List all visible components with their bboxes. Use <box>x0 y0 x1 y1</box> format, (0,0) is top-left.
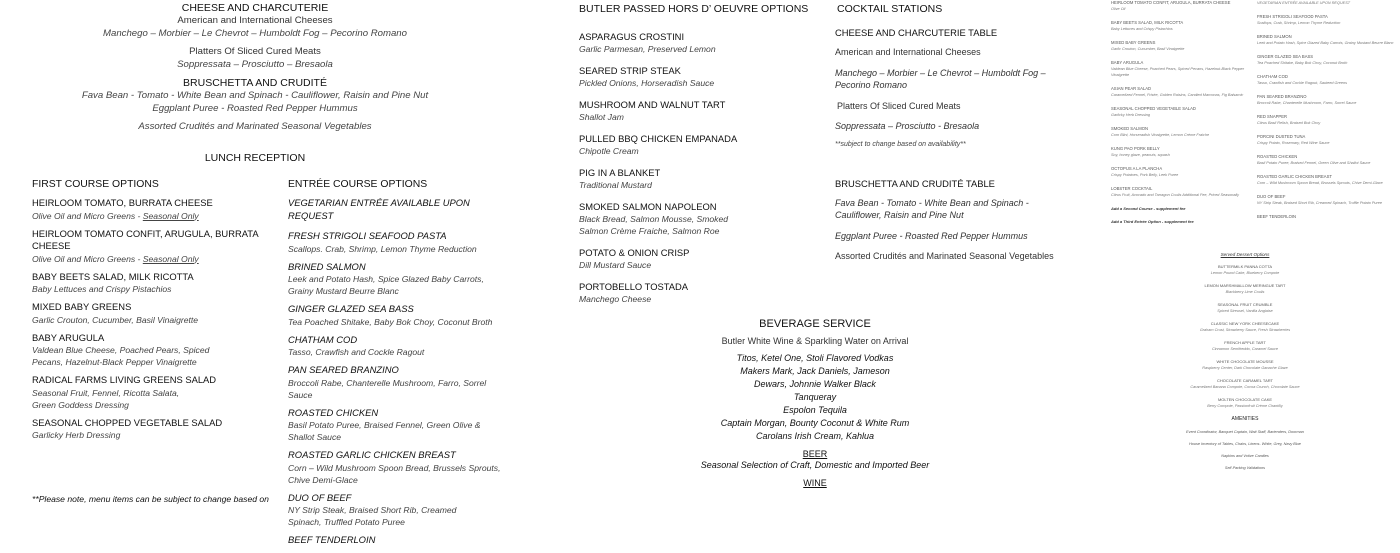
cheese-charcuterie-block <box>0 2 510 164</box>
menu-page-lunch-reception <box>0 0 560 545</box>
menu-item <box>288 449 503 486</box>
menu-item <box>32 417 262 442</box>
menu-item <box>1257 94 1397 106</box>
meats-title: Platters Of Sliced Cured Meats <box>189 46 321 57</box>
first-course-title: FIRST COURSE OPTIONS <box>32 179 159 190</box>
item-name: RADICAL FARMS LIVING GREENS SALAD <box>32 374 217 385</box>
item-desc: Scallops. Crab, Shrimp, Lemon Thyme Reduction <box>288 243 477 254</box>
menu-item <box>1257 74 1397 86</box>
item-name: DUO OF BEEF <box>1257 194 1286 199</box>
beer-title: BEER <box>802 449 828 459</box>
menu-page-cocktail-stations <box>825 0 1075 500</box>
menu-item <box>579 99 809 123</box>
menu-item <box>1111 60 1251 78</box>
item-desc: Basil Potato Puree, Braised Fennel, Green Olive & Shallot Sauce <box>288 420 481 442</box>
item-desc: Crispy Potatoes, Pork Belly, Leek Puree <box>1111 173 1179 177</box>
menu-item <box>288 534 503 547</box>
spirit-line: Makers Mark, Jack Daniels, Jameson <box>740 366 890 376</box>
item-name: LOBSTER COCKTAIL <box>1111 186 1153 191</box>
item-name: ASPARAGUS CROSTINI <box>579 31 685 42</box>
supplement-note: Add a Third Entrée Option - supplement fee <box>1111 219 1194 224</box>
menu-item <box>579 201 809 237</box>
amenities-title: AMENITIES <box>1231 416 1259 422</box>
spirit-line: Titos, Ketel One, Stoli Flavored Vodkas <box>736 353 894 363</box>
dessert-item <box>1160 302 1330 314</box>
menu-item <box>288 230 503 255</box>
item-name: MUSHROOM AND WALNUT TART <box>579 99 726 110</box>
item-desc: Blackberry Lime Coulis <box>1225 290 1265 294</box>
item-desc: Seasonal Fruit, Fennel, Ricotta Salata, Green Goddess Dressing <box>32 387 180 410</box>
beverage-title: BEVERAGE SERVICE <box>759 318 871 330</box>
menu-item <box>1111 0 1251 12</box>
item-name: BABY BEETS SALAD, MILK RICOTTA <box>32 270 194 282</box>
item-desc: Citrus Basil Relish, Braised Bok Choy <box>1257 121 1321 125</box>
item-desc: Soy, honey glaze, peanuts, squash <box>1111 153 1170 157</box>
menu-item <box>1257 34 1397 46</box>
dessert-item <box>1160 397 1330 409</box>
item-desc: Chipotle Cream <box>579 146 639 156</box>
item-desc: NY Strip Steak, Braised Short Rib, Creamed Spinach, Truffled Potato Puree <box>288 505 457 527</box>
item-desc: Broccoli Rabe, Chanterelle Mushroom, Farro, Sorrel Sauce <box>1257 101 1357 105</box>
menu-item <box>32 197 262 222</box>
menu-item <box>1111 186 1251 198</box>
item-name: HEIRLOOM TOMATO CONFIT, ARUGULA, BURRATA CHEESE <box>32 227 259 251</box>
station-line: Manchego – Morbier – Le Chevrot – Humboldt Fog – Pecorino Romano <box>835 67 1046 90</box>
thumbnail-left-column <box>1111 0 1251 232</box>
item-desc: Lemon Pound Cake, Blueberry Compote <box>1210 271 1280 275</box>
item-desc: Corn – Wild Mushroom Spoon Bread, Brussels Sprouts, Chive Demi-Glace <box>288 462 501 485</box>
station-title: BRUSCHETTA AND CRUDITÉ TABLE <box>835 177 995 189</box>
item-name: WHITE CHOCOLATE MOUSSE <box>1216 359 1274 364</box>
item-name: CHATHAM COD <box>1257 74 1288 79</box>
item-name: BABY BEETS SALAD, MILK RICOTTA <box>1111 20 1184 25</box>
menu-item <box>579 65 809 89</box>
menu-item <box>1111 40 1251 52</box>
spirit-line: Espolon Tequila <box>783 405 847 415</box>
item-name: KUNG PAO PORK BELLY <box>1111 146 1160 151</box>
hors-doeuvres-list <box>579 31 809 315</box>
desserts-title: Served Dessert Options <box>1220 252 1270 257</box>
lunch-reception-title: LUNCH RECEPTION <box>204 152 306 164</box>
item-desc: Garlic Parmesan, Preserved Lemon <box>579 44 716 54</box>
menu-item <box>1257 134 1397 146</box>
cheese-subtitle: American and International Cheeses <box>177 15 333 26</box>
item-name: SEASONAL CHOPPED VEGETABLE SALAD <box>1111 106 1196 111</box>
item-name: ROASTED GARLIC CHICKEN BREAST <box>288 449 456 460</box>
menu-item <box>1257 214 1397 220</box>
item-desc: Pickled Onions, Horseradish Sauce <box>579 78 715 88</box>
item-name: PAN SEARED BRANZINO <box>288 364 399 375</box>
section-title: BRUSCHETTA AND CRUDITÉ <box>183 77 327 89</box>
supplement-note: Add a Second Course - supplement fee <box>1111 206 1186 211</box>
menu-item <box>32 301 262 326</box>
item-name: BEEF TENDERLOIN <box>288 534 376 545</box>
item-name: PORTOBELLO TOSTADA <box>579 281 689 292</box>
item-name: PORCINI DUSTED TUNA <box>1257 134 1306 139</box>
dessert-item <box>1160 340 1330 352</box>
menu-item <box>288 303 503 328</box>
station-line: Platters Of Sliced Cured Meats <box>837 100 961 111</box>
item-name: MIXED BABY GREENS <box>32 301 132 312</box>
dessert-item <box>1160 264 1330 276</box>
menu-item <box>32 271 262 296</box>
item-name: PIG IN A BLANKET <box>579 167 661 178</box>
vegetarian-note: VEGETARIAN ENTRÉE AVAILABLE UPON REQUEST <box>288 197 470 221</box>
station-line: Soppressata – Prosciutto - Bresaola <box>835 121 980 131</box>
seasonal-note: Seasonal Only <box>142 253 199 264</box>
wine-title: WINE <box>803 478 827 488</box>
dessert-item <box>1160 378 1330 390</box>
menu-item <box>1257 194 1397 206</box>
item-name: CHOCOLATE CARAMEL TART <box>1216 378 1273 383</box>
item-name: PAN SEARED BRANZINO <box>1257 94 1307 99</box>
spirit-line: Dewars, Johnnie Walker Black <box>754 379 876 389</box>
menu-item <box>1111 166 1251 178</box>
menu-item <box>579 247 809 271</box>
dessert-item <box>1160 283 1330 295</box>
item-name: FRESH STRIGOLI SEAFOOD PASTA <box>288 230 447 241</box>
amenity-line: Event Coordinator, Banquet Captain, Wait Staff, Bartenders, Doorman <box>1186 430 1304 434</box>
section-title: CHEESE AND CHARCUTERIE <box>181 2 329 14</box>
item-name: VEGETARIAN ENTRÉE AVAILABLE UPON REQUEST <box>1257 1 1351 5</box>
item-desc: Valdean Blue Cheese, Poached Pears, Spiced Pecans, Hazelnut-Black Pepper Vinaigrette <box>32 345 210 367</box>
menu-item <box>288 492 478 529</box>
menu-item <box>1111 146 1251 158</box>
bruschetta-line: Fava Bean - Tomato - White Bean and Spinach - Cauliflower, Raisin and Pine Nut <box>81 90 429 101</box>
item-desc: Corn – Wild Mushroom Spoon Bread, Brussels Sprouts, Chive Demi-Glace <box>1257 181 1383 185</box>
dessert-options-block <box>1160 252 1330 477</box>
station-line: Eggplant Puree - Roasted Red Pepper Hummus <box>835 230 1028 241</box>
item-name: SEASONAL FRUIT CRUMBLE <box>1217 302 1273 307</box>
item-desc: Dill Mustard Sauce <box>579 260 652 270</box>
item-name: OCTOPUS A LA PLANCHA <box>1111 166 1163 171</box>
item-desc: Tasso, Crawfish and Cockle Ragout <box>288 347 425 357</box>
item-name: HEIRLOOM TOMATO CONFIT, ARUGULA, BURRATA CHEESE <box>1111 0 1231 5</box>
amenity-line: Self-Parking Validations <box>1224 466 1266 470</box>
item-desc: Graham Crust, Strawberry Sauce, Fresh Strawberries <box>1199 328 1291 332</box>
item-desc: NY Strip Steak, Braised Short Rib, Creamed Spinach, Truffle Potato Puree <box>1257 201 1383 205</box>
item-name: BRINED SALMON <box>1257 34 1292 39</box>
cheese-list: Manchego – Morbier – Le Chevrot – Humboldt Fog – Pecorino Romano <box>103 28 407 39</box>
item-name: ROASTED CHICKEN <box>1257 154 1298 159</box>
station-line: Fava Bean - Tomato - White Bean and Spinach - Cauliflower, Raisin and Pine Nut <box>835 197 1029 220</box>
menu-item <box>1257 14 1397 26</box>
item-desc: Olive Oil and Micro Greens - <box>32 210 143 221</box>
menu-item <box>288 261 503 298</box>
item-name: FRENCH APPLE TART <box>1224 340 1266 345</box>
bruschetta-line: Eggplant Puree - Roasted Red Pepper Hummus <box>152 103 358 114</box>
menu-item <box>579 31 809 55</box>
item-desc: Shallot Jam <box>579 112 624 122</box>
hors-doeuvres-title: BUTLER PASSED HORS D’ OEUVRE OPTIONS <box>579 3 809 15</box>
item-name: SEASONAL CHOPPED VEGETABLE SALAD <box>32 416 223 428</box>
station-title: CHEESE AND CHARCUTERIE TABLE <box>835 27 998 38</box>
menu-item <box>1111 106 1251 118</box>
item-desc: Olive Oil and Micro Greens - <box>32 253 143 264</box>
item-name: GINGER GLAZED SEA BASS <box>1257 54 1314 59</box>
item-desc: Tea Poached Shitake, Baby Bok Choy, Coconut Broth <box>288 316 493 327</box>
beer-desc: Seasonal Selection of Craft, Domestic and Imported Beer <box>700 460 930 470</box>
arrival-note: Butler White Wine & Sparkling Water on Arrival <box>721 336 909 346</box>
item-desc: Garlicky Herb Dressing <box>32 430 121 440</box>
footnote: **Please note, menu items can be subject to change based on <box>32 494 269 504</box>
item-desc: Basil Potato Puree, Braised Fennel, Green Olive and Shallot Sauce <box>1257 161 1371 165</box>
item-desc: Valdean Blue Cheese, Poached Pears, Spiced Pecans, Hazelnut-Black Pepper Vinaigrette <box>1111 67 1245 77</box>
item-desc: Tasso, Crawfish and Cockle Ragout, Sauteed Greens <box>1257 81 1347 85</box>
menu-item <box>1257 154 1397 166</box>
spirit-line: Carolans Irish Cream, Kahlua <box>755 431 875 441</box>
thumbnail-right-column <box>1257 0 1397 228</box>
item-desc: Scallops, Crab, Shrimp, Lemon Thyme Reduction <box>1257 21 1341 25</box>
amenity-line: Napkins and Votive Candles <box>1221 454 1269 458</box>
item-desc: Leek and Potato Hash, Spice Glazed Baby Carrots, Grainy Mustard Beurre Blanc <box>288 274 484 296</box>
item-name: FRESH STRIGOLI SEAFOOD PASTA <box>1257 14 1328 19</box>
item-name: SMOKED SALMON NAPOLEON <box>579 201 717 212</box>
station-line: American and International Cheeses <box>835 47 981 57</box>
item-desc: Crispy Potato, Rosemary, Red Wine Sauce <box>1257 141 1330 145</box>
item-name: ROASTED CHICKEN <box>288 406 379 418</box>
menu-item <box>1111 126 1251 138</box>
item-desc: Baby Lettuces and Crispy Pistachios <box>32 284 172 294</box>
item-desc: Tea Poached Shitake, Baby Bok Choy, Coconut Broth <box>1257 61 1348 65</box>
entree-course-column <box>288 179 503 553</box>
spirit-line: Captain Morgan, Bounty Coconut & White Rum <box>720 418 910 428</box>
menu-item <box>1111 86 1251 98</box>
amenity-line: House Inventory of Tables, Chairs, Linens- White, Grey, Navy Blue <box>1189 442 1301 446</box>
menu-item <box>1111 20 1251 32</box>
bruschetta-line: Assorted Crudités and Marinated Seasonal Vegetables <box>138 121 372 132</box>
item-desc: Raspberry Center, Dark Chocolate Ganache Glaze <box>1202 366 1288 370</box>
item-name: LEMON MARSHMALLOW MERINGUE TART <box>1204 283 1286 288</box>
menu-item <box>288 334 503 359</box>
item-desc: Olive Oil <box>1111 7 1126 11</box>
item-name: BABY ARUGULA <box>32 331 105 343</box>
item-name: DUO OF BEEF <box>288 491 352 503</box>
item-desc: Garlicky Herb Dressing <box>1111 113 1151 117</box>
item-desc: Spiced Streusel, Vanilla Anglaise <box>1217 309 1273 313</box>
item-name: CLASSIC NEW YORK CHEESECAKE <box>1210 321 1280 326</box>
menu-item <box>32 332 227 369</box>
first-course-column <box>32 179 262 447</box>
menu-item <box>579 167 809 191</box>
station-line: Assorted Crudités and Marinated Seasonal Vegetables <box>835 251 1054 261</box>
item-name: ASIAN PEAR SALAD <box>1111 86 1152 91</box>
menu-page-thumbnail <box>1105 0 1395 500</box>
menu-item <box>1257 0 1397 6</box>
item-desc: Citrus Fruit, Avocado and Tarragon Coulis Additional Fee, Priced Seasonally <box>1111 193 1240 197</box>
item-desc: Caramelized Banana Compote, Cocoa Crunch, Chocolate Sauce <box>1190 385 1300 389</box>
item-desc: Berry Compote, Passionfruit Crème Chantilly <box>1207 404 1283 408</box>
item-name: GINGER GLAZED SEA BASS <box>288 303 414 314</box>
item-name: CHATHAM COD <box>288 333 358 345</box>
item-name: RED SNAPPER <box>1257 114 1288 119</box>
menu-item <box>1257 174 1397 186</box>
item-name: BEEF TENDERLOIN <box>1257 214 1297 219</box>
menu-item <box>1257 114 1397 126</box>
menu-item <box>32 374 217 411</box>
item-desc: Caramelized Fennel, Frisée, Golden Raisins, Candied Marconas, Fig Balsamic <box>1111 93 1244 97</box>
menu-item <box>579 281 809 305</box>
item-name: PULLED BBQ CHICKEN EMPANADA <box>579 133 738 144</box>
item-name: MIXED BABY GREENS <box>1111 40 1156 45</box>
item-desc: Manchego Cheese <box>579 294 652 304</box>
spirit-line: Tanqueray <box>793 392 837 402</box>
meats-list: Soppressata – Prosciutto – Bresaola <box>177 59 333 70</box>
menu-item <box>1257 54 1397 66</box>
item-desc: Traditional Mustard <box>579 180 652 190</box>
item-desc: Baby Lettuces and Crispy Pistachios <box>1111 27 1173 31</box>
item-name: BABY ARUGULA <box>1111 60 1144 65</box>
item-name: BRINED SALMON <box>288 260 366 272</box>
dessert-item <box>1160 359 1330 371</box>
availability-note: **subject to change based on availability** <box>835 140 966 148</box>
cocktail-stations-body <box>835 27 1070 271</box>
menu-item <box>288 364 503 401</box>
cocktail-stations-title: COCKTAIL STATIONS <box>837 3 943 15</box>
menu-item <box>288 407 503 444</box>
item-name: POTATO & ONION CRISP <box>579 247 690 258</box>
item-desc: Broccoli Rabe, Chanterelle Mushroom, Farro, Sorrel Sauce <box>288 377 487 400</box>
item-name: SEARED STRIP STEAK <box>579 65 681 76</box>
item-name: SMOKED SALMON <box>1111 126 1148 131</box>
item-desc: Black Bread, Salmon Mousse, Smoked Salmon Crème Fraiche, Salmon Roe <box>579 214 729 236</box>
menu-item <box>32 228 262 265</box>
item-name: MOLTEN CHOCOLATE CAKE <box>1217 397 1273 402</box>
entree-course-title: ENTRÉE COURSE OPTIONS <box>288 179 428 190</box>
item-name: ROASTED GARLIC CHICKEN BREAST <box>1257 174 1332 179</box>
item-name: HEIRLOOM TOMATO, BURRATA CHEESE <box>32 197 213 208</box>
item-name: BUTTERMILK PANNA COTTA <box>1217 264 1273 269</box>
item-desc: Garlic Crouton, Cucumber, Basil Vinaigrette <box>1111 47 1185 51</box>
seasonal-note: Seasonal Only <box>142 210 199 221</box>
menu-item <box>579 133 809 157</box>
item-desc: Leek and Potato Hash, Spice Glazed Baby Carrots, Grainy Mustard Beurre Blanc <box>1257 41 1394 45</box>
item-desc: Garlic Crouton, Cucumber, Basil Vinaigrette <box>32 314 199 325</box>
dessert-item <box>1160 321 1330 333</box>
item-desc: Cinnamon Semifreddo, Caramel Sauce <box>1211 347 1279 351</box>
item-desc: Corn Blini, Horseradish Vinaigrette, Lemon Crème Fraiche <box>1111 133 1210 137</box>
